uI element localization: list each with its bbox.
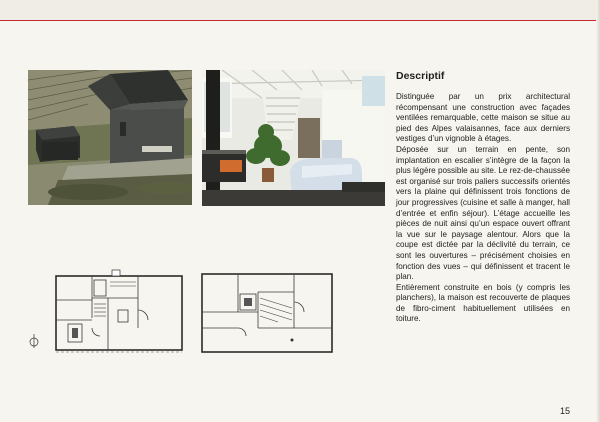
description-paragraph: Entièrement construite en bois (y compris les planchers), la maison est recouverte de plaques de fibro-ciment habituellement utilisées en toiture. xyxy=(396,282,570,324)
upper-floor-plan xyxy=(198,268,338,360)
interior-photo xyxy=(202,70,385,206)
page-number: 15 xyxy=(560,406,571,416)
ground-floor-plan xyxy=(28,268,188,360)
section-heading: Descriptif xyxy=(396,70,445,82)
description-paragraph: Distinguée par un prix architectural récompensant une construction avec façades ventilées remarquable, cette maison se situe au pied des Alpes valaisannes, face aux derniers vestiges d’un vignoble à étages. xyxy=(396,92,570,144)
page-edge-shadow xyxy=(596,0,600,422)
header-strip xyxy=(0,0,600,20)
header-rule xyxy=(0,20,600,21)
exterior-photo xyxy=(28,70,192,205)
description-column xyxy=(396,70,570,325)
description-paragraph: Déposée sur un terrain en pente, son implantation en escalier s’intègre de la façon la plus légère possible au site. Le rez-de-chaussée est organisé sur trois paliers successifs orientés vers la plaine qui définissent trois fonctions de jour progressives (cuisine et salle à manger, hall d’entrée et enfin séjour). L’étage accueille les pièces de nuit ainsi qu’un espace ouvert offrant la vue sur le paysage alentour. Alors que la coupe est dictée par la déclivité du terrain, ce sont les ouvertures – précisément choisies en fonction des vues – qui définissent et tracent le plan. xyxy=(396,144,570,282)
